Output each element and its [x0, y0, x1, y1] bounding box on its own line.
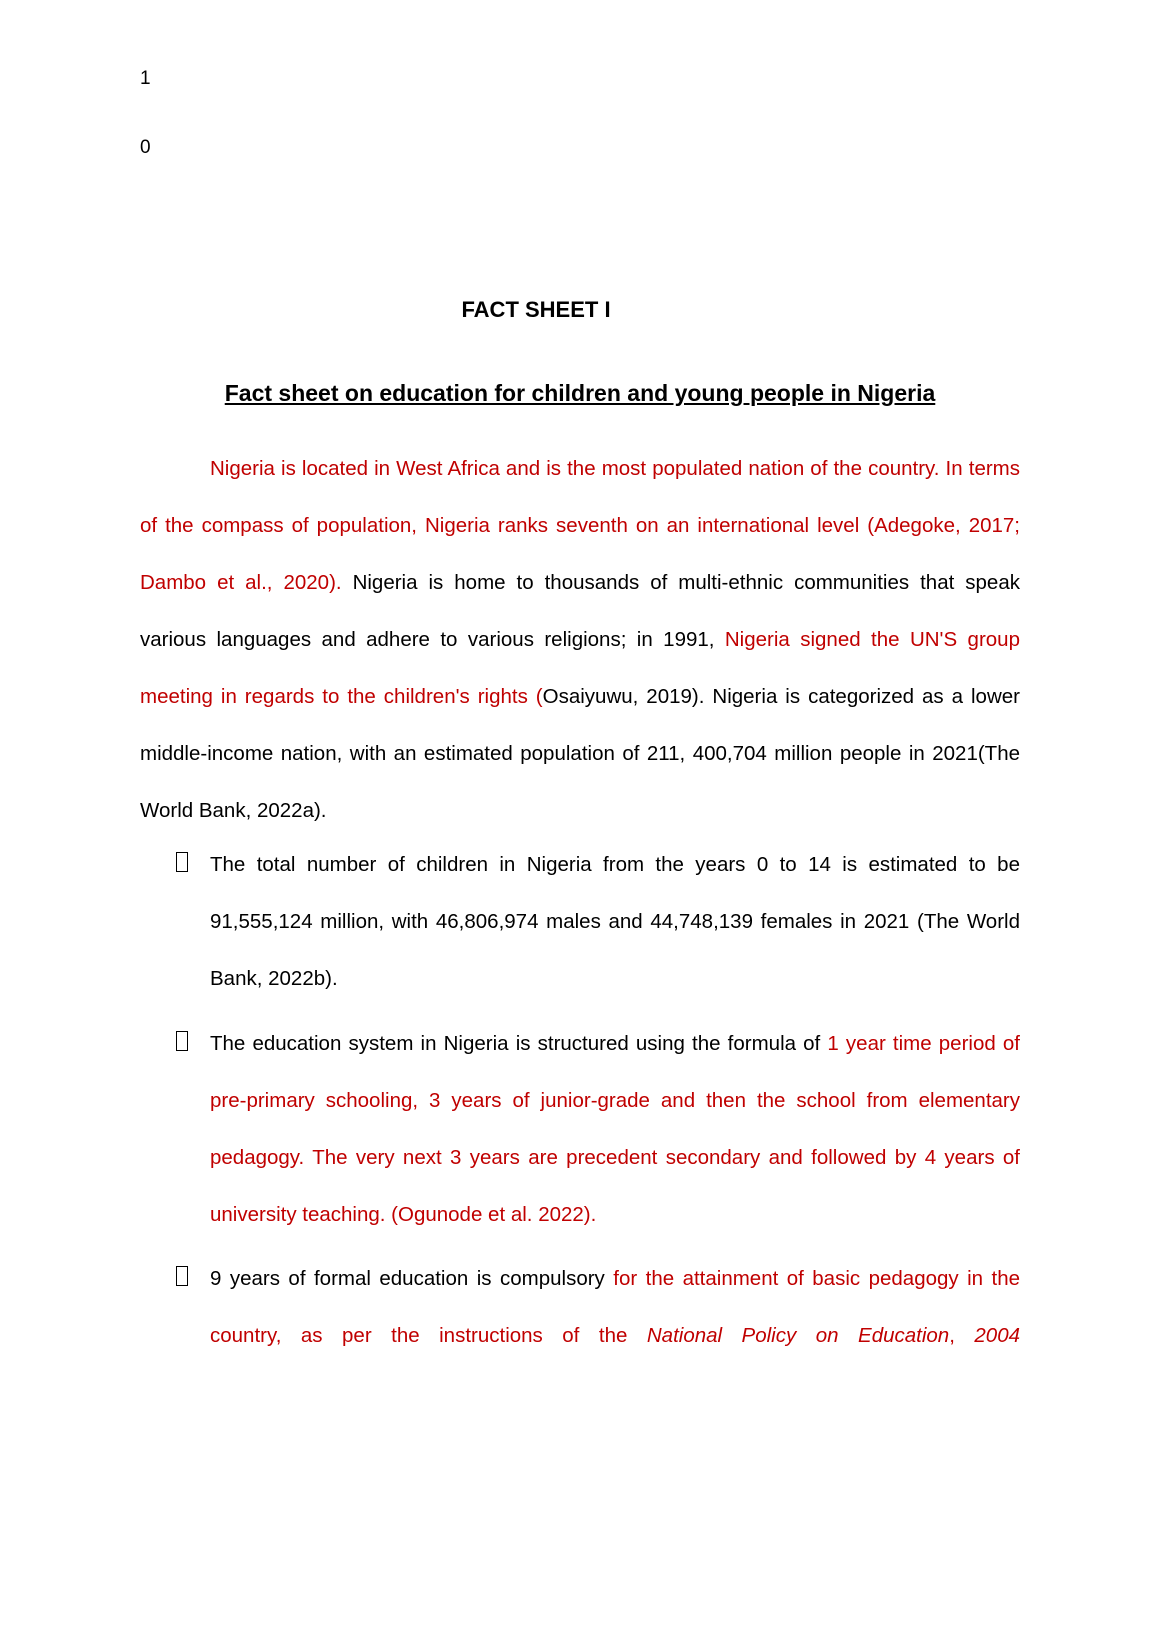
bullet-text: [210, 1250, 1020, 1364]
bullet-box-icon: [176, 1266, 188, 1286]
bullet-text-black: The education system in Nigeria is structured using the formula of: [210, 1032, 828, 1055]
bullet-text-black: 9 years of formal education is compulsory: [210, 1267, 614, 1290]
intro-sentence-communities: Nigeria is home to thousands of multi-ethnic communities that speak various languages and adhere to various religions; in 1991,: [140, 571, 1020, 651]
bullet-text: The total number of children in Nigeria from the years 0 to 14 is estimated to be 91,555,124 million, with 46,806,974 males and 44,748,139 females in 2021 (The World Bank, 2022b).: [210, 853, 1020, 990]
bullet-box-icon: [176, 1031, 188, 1051]
policy-name: National Policy on Education: [646, 1324, 950, 1347]
bullet-item-education-system: [140, 1015, 1020, 1243]
policy-year: 2004: [974, 1324, 1020, 1347]
intro-paragraph: [140, 440, 1020, 839]
document-subtitle: Fact sheet on education for children and young people in Nigeria: [224, 380, 936, 406]
page-number: 1: [140, 68, 151, 89]
bullet-text-red: for the attainment of basic pedagogy in the country, as per the instructions of the: [210, 1267, 1020, 1347]
intro-sentence-income: Osaiyuwu, 2019). Nigeria is categorized as a lower middle-income nation, with an estimated population of 211, 400,704 million people in 2021(The World Bank, 2022a).: [140, 685, 1020, 822]
intro-sentence-location: Nigeria is located in West Africa and is the most populated nation of the country. In terms of the compass of population, Nigeria ranks seventh on an international level (Adegoke, 2017; Dambo et al., 2020).: [140, 457, 1020, 594]
bullet-box-icon: [176, 852, 188, 872]
bullet-text: [210, 1015, 1020, 1243]
bullet-text-red: 1 year time period of pre-primary schooling, 3 years of junior-grade and then the school from elementary pedagogy. The very next 3 years are precedent secondary and followed by 4 years of university teaching. (Ogunode et al. 2022).: [210, 1032, 1020, 1226]
document-title: FACT SHEET I: [461, 297, 611, 322]
policy-separator: ,: [949, 1324, 975, 1347]
bullet-item-compulsory: [140, 1250, 1020, 1364]
bullet-item-children: [140, 836, 1020, 1007]
header-line-two: 0: [140, 137, 151, 158]
intro-sentence-un-rights: Nigeria signed the UN'S group meeting in regards to the children's rights (: [140, 628, 1020, 708]
